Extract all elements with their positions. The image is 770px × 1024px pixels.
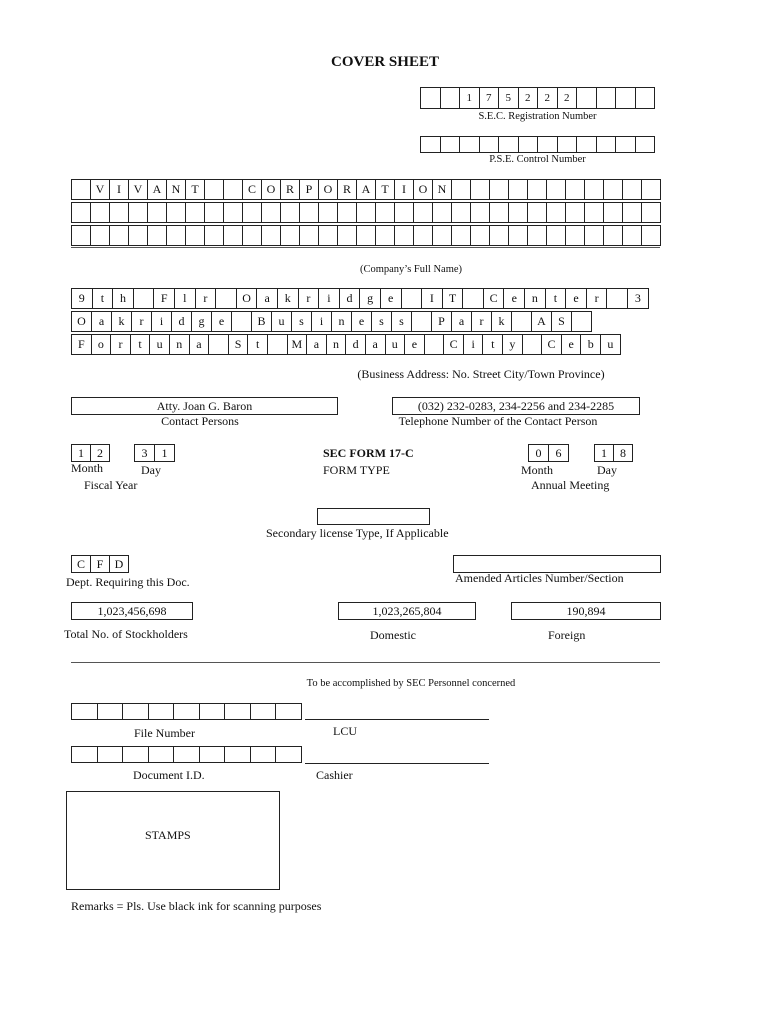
file-number-cell[interactable] bbox=[199, 703, 226, 720]
file-number-cell[interactable] bbox=[148, 703, 175, 720]
company-name-cell[interactable] bbox=[565, 225, 585, 246]
pse-control-cell[interactable] bbox=[498, 136, 519, 153]
address-cell[interactable]: u bbox=[385, 334, 406, 355]
page-title: COVER SHEET bbox=[331, 54, 439, 70]
company-name-cell[interactable] bbox=[204, 179, 224, 200]
fiscal-year-month-field[interactable] bbox=[71, 444, 110, 462]
file-number-cell[interactable] bbox=[173, 703, 200, 720]
company-name-cell[interactable] bbox=[489, 225, 509, 246]
fiscal-month-cell[interactable]: 2 bbox=[90, 444, 110, 462]
divider bbox=[71, 247, 660, 248]
company-name-cell[interactable] bbox=[318, 225, 338, 246]
secondary-license-label: Secondary license Type, If Applicable bbox=[266, 526, 449, 540]
sec-registration-cell[interactable] bbox=[635, 87, 656, 109]
address-cell[interactable]: C bbox=[483, 288, 505, 309]
sec-registration-cell[interactable] bbox=[596, 87, 617, 109]
address-cell[interactable]: e bbox=[351, 311, 372, 332]
address-cell[interactable] bbox=[462, 288, 484, 309]
file-number-label: File Number bbox=[134, 726, 195, 740]
cashier-signature-line[interactable] bbox=[305, 763, 489, 764]
address-cell[interactable]: k bbox=[111, 311, 132, 332]
amended-articles-label: Amended Articles Number/Section bbox=[455, 571, 624, 585]
fiscal-year-label: Fiscal Year bbox=[84, 478, 138, 492]
company-name-cell[interactable] bbox=[603, 202, 623, 223]
file-number-cell[interactable] bbox=[97, 703, 124, 720]
pse-control-cell[interactable] bbox=[459, 136, 480, 153]
fiscal-day-cell[interactable]: 3 bbox=[134, 444, 155, 462]
company-name-cell[interactable] bbox=[223, 225, 243, 246]
address-cell[interactable]: u bbox=[149, 334, 170, 355]
address-cell[interactable]: k bbox=[491, 311, 512, 332]
address-cell[interactable]: d bbox=[171, 311, 192, 332]
company-name-cell[interactable] bbox=[641, 202, 661, 223]
sec-registration-grid[interactable] bbox=[420, 87, 655, 109]
company-name-cell[interactable]: T bbox=[375, 179, 395, 200]
company-name-cell[interactable] bbox=[204, 225, 224, 246]
pse-control-cell[interactable] bbox=[537, 136, 558, 153]
company-name-cell[interactable] bbox=[584, 179, 604, 200]
address-cell[interactable]: A bbox=[531, 311, 552, 332]
company-name-cell[interactable]: A bbox=[356, 179, 376, 200]
document-id-cell[interactable] bbox=[71, 746, 98, 763]
company-name-cell[interactable] bbox=[318, 202, 338, 223]
company-name-cell[interactable] bbox=[71, 225, 91, 246]
foreign-label: Foreign bbox=[548, 628, 586, 642]
company-name-cell[interactable] bbox=[565, 179, 585, 200]
address-cell[interactable]: B bbox=[251, 311, 272, 332]
company-name-cell[interactable] bbox=[622, 225, 642, 246]
company-name-cell[interactable] bbox=[508, 179, 528, 200]
fiscal-year-day-field[interactable] bbox=[134, 444, 175, 462]
document-id-cell[interactable] bbox=[199, 746, 226, 763]
company-name-cell[interactable] bbox=[242, 225, 262, 246]
company-name-cell[interactable]: A bbox=[147, 179, 167, 200]
address-cell[interactable]: a bbox=[91, 311, 112, 332]
company-name-cell[interactable] bbox=[109, 225, 129, 246]
document-id-cell[interactable] bbox=[97, 746, 124, 763]
address-cell[interactable] bbox=[267, 334, 288, 355]
company-name-cell[interactable] bbox=[489, 202, 509, 223]
address-cell[interactable]: O bbox=[236, 288, 258, 309]
remarks: Remarks = Pls. Use black ink for scanning purposes bbox=[71, 899, 322, 913]
address-cell[interactable] bbox=[522, 334, 543, 355]
company-name-cell[interactable] bbox=[432, 202, 452, 223]
address-cell[interactable]: a bbox=[451, 311, 472, 332]
address-cell[interactable]: a bbox=[365, 334, 386, 355]
address-cell[interactable]: e bbox=[561, 334, 582, 355]
company-name-cell[interactable] bbox=[90, 202, 110, 223]
company-name-row[interactable] bbox=[71, 225, 661, 246]
pse-control-cell[interactable] bbox=[420, 136, 441, 153]
company-name-cell[interactable] bbox=[71, 202, 91, 223]
sec-registration-cell[interactable] bbox=[440, 87, 461, 109]
address-cell[interactable] bbox=[424, 334, 445, 355]
company-name-cell[interactable]: R bbox=[337, 179, 357, 200]
form-type-value: SEC FORM 17-C bbox=[323, 446, 414, 460]
address-cell[interactable]: n bbox=[169, 334, 190, 355]
company-name-cell[interactable] bbox=[527, 179, 547, 200]
address-cell[interactable]: t bbox=[130, 334, 151, 355]
company-name-cell[interactable]: V bbox=[128, 179, 148, 200]
sec-registration-cell[interactable]: 1 bbox=[459, 87, 480, 109]
company-name-cell[interactable] bbox=[261, 225, 281, 246]
company-name-cell[interactable] bbox=[185, 202, 205, 223]
company-name-cell[interactable]: I bbox=[394, 179, 414, 200]
address-cell[interactable]: g bbox=[359, 288, 381, 309]
file-number-cell[interactable] bbox=[250, 703, 277, 720]
document-id-label: Document I.D. bbox=[133, 768, 205, 782]
pse-control-cell[interactable] bbox=[615, 136, 636, 153]
company-name-cell[interactable] bbox=[432, 225, 452, 246]
annual-meeting-label: Annual Meeting bbox=[531, 478, 610, 492]
address-cell[interactable] bbox=[511, 311, 532, 332]
company-name-cell[interactable] bbox=[261, 202, 281, 223]
sec-registration-cell[interactable]: 2 bbox=[557, 87, 578, 109]
company-name-row[interactable] bbox=[71, 202, 661, 223]
address-cell[interactable]: C bbox=[541, 334, 562, 355]
domestic-label: Domestic bbox=[370, 628, 416, 642]
company-name-cell[interactable]: R bbox=[280, 179, 300, 200]
address-cell[interactable]: s bbox=[291, 311, 312, 332]
address-cell[interactable]: t bbox=[545, 288, 567, 309]
secondary-license-field[interactable] bbox=[317, 508, 430, 525]
address-cell[interactable]: M bbox=[287, 334, 308, 355]
address-cell[interactable]: r bbox=[195, 288, 217, 309]
company-name-cell[interactable] bbox=[622, 202, 642, 223]
address-cell[interactable]: F bbox=[153, 288, 175, 309]
company-name-cell[interactable] bbox=[451, 179, 471, 200]
company-name-cell[interactable] bbox=[603, 179, 623, 200]
company-name-cell[interactable] bbox=[356, 202, 376, 223]
address-cell[interactable] bbox=[401, 288, 423, 309]
address-cell[interactable]: i bbox=[151, 311, 172, 332]
address-cell[interactable]: S bbox=[551, 311, 572, 332]
divider bbox=[71, 662, 660, 663]
address-cell[interactable] bbox=[208, 334, 229, 355]
company-name-cell[interactable] bbox=[375, 225, 395, 246]
company-name-cell[interactable]: O bbox=[318, 179, 338, 200]
pse-control-cell[interactable] bbox=[576, 136, 597, 153]
pse-control-cell[interactable] bbox=[518, 136, 539, 153]
address-cell[interactable]: u bbox=[271, 311, 292, 332]
address-cell[interactable]: e bbox=[404, 334, 425, 355]
company-name-cell[interactable]: O bbox=[413, 179, 433, 200]
document-id-cell[interactable] bbox=[275, 746, 302, 763]
address-cell[interactable] bbox=[231, 311, 252, 332]
address-cell[interactable]: d bbox=[345, 334, 366, 355]
pse-control-label: P.S.E. Control Number bbox=[489, 154, 586, 165]
foreign-field[interactable]: 190,894 bbox=[511, 602, 661, 620]
address-cell[interactable]: S bbox=[228, 334, 249, 355]
company-name-cell[interactable] bbox=[242, 202, 262, 223]
sec-registration-cell[interactable]: 2 bbox=[518, 87, 539, 109]
company-name-cell[interactable] bbox=[299, 225, 319, 246]
document-id-cell[interactable] bbox=[122, 746, 149, 763]
company-name-cell[interactable] bbox=[603, 225, 623, 246]
company-name-cell[interactable] bbox=[413, 225, 433, 246]
address-cell[interactable]: e bbox=[380, 288, 402, 309]
address-cell[interactable]: n bbox=[524, 288, 546, 309]
cashier-label: Cashier bbox=[316, 768, 353, 782]
company-name-cell[interactable] bbox=[109, 202, 129, 223]
company-name-cell[interactable] bbox=[451, 202, 471, 223]
document-id-cell[interactable] bbox=[173, 746, 200, 763]
domestic-field[interactable]: 1,023,265,804 bbox=[338, 602, 476, 620]
address-cell[interactable]: d bbox=[339, 288, 361, 309]
sec-registration-cell[interactable]: 7 bbox=[479, 87, 500, 109]
annual-meeting-month-field[interactable] bbox=[528, 444, 569, 462]
company-name-cell[interactable] bbox=[299, 202, 319, 223]
form-type-label: FORM TYPE bbox=[323, 463, 390, 477]
stamps-label: STAMPS bbox=[145, 828, 191, 842]
annual-day-label: Day bbox=[597, 463, 617, 477]
company-name-cell[interactable] bbox=[394, 202, 414, 223]
annual-day-cell[interactable]: 8 bbox=[613, 444, 633, 462]
address-cell[interactable]: i bbox=[311, 311, 332, 332]
total-stockholders-field[interactable]: 1,023,456,698 bbox=[71, 602, 193, 620]
address-cell[interactable] bbox=[133, 288, 155, 309]
address-cell[interactable] bbox=[411, 311, 432, 332]
sec-registration-cell[interactable]: 2 bbox=[537, 87, 558, 109]
address-cell[interactable]: e bbox=[503, 288, 525, 309]
sec-registration-label: S.E.C. Registration Number bbox=[478, 111, 597, 122]
file-number-cell[interactable] bbox=[224, 703, 251, 720]
fiscal-day-label: Day bbox=[141, 463, 161, 477]
company-name-cell[interactable] bbox=[470, 202, 490, 223]
address-cell[interactable]: k bbox=[277, 288, 299, 309]
pse-control-cell[interactable] bbox=[596, 136, 617, 153]
company-name-cell[interactable] bbox=[546, 225, 566, 246]
company-name-cell[interactable] bbox=[413, 202, 433, 223]
company-name-row[interactable] bbox=[71, 179, 661, 200]
fiscal-day-cell[interactable]: 1 bbox=[154, 444, 175, 462]
address-cell[interactable]: a bbox=[306, 334, 327, 355]
pse-control-cell[interactable] bbox=[557, 136, 578, 153]
company-name-cell[interactable] bbox=[128, 225, 148, 246]
dept-label: Dept. Requiring this Doc. bbox=[66, 575, 190, 589]
sec-registration-cell[interactable] bbox=[420, 87, 441, 109]
address-cell[interactable]: s bbox=[371, 311, 392, 332]
address-cell[interactable]: a bbox=[256, 288, 278, 309]
company-name-cell[interactable] bbox=[527, 225, 547, 246]
address-cell[interactable]: i bbox=[463, 334, 484, 355]
company-name-cell[interactable] bbox=[565, 202, 585, 223]
dept-cell[interactable]: F bbox=[90, 555, 110, 573]
company-name-cell[interactable] bbox=[470, 225, 490, 246]
company-name-label: (Company’s Full Name) bbox=[359, 264, 463, 275]
company-name-cell[interactable] bbox=[584, 225, 604, 246]
address-cell[interactable]: i bbox=[318, 288, 340, 309]
address-row[interactable] bbox=[71, 311, 592, 332]
pse-control-cell[interactable] bbox=[440, 136, 461, 153]
address-cell[interactable]: t bbox=[247, 334, 268, 355]
company-name-cell[interactable]: T bbox=[185, 179, 205, 200]
document-id-cell[interactable] bbox=[224, 746, 251, 763]
address-cell[interactable]: t bbox=[92, 288, 114, 309]
company-name-cell[interactable] bbox=[641, 179, 661, 200]
dept-cell[interactable]: D bbox=[109, 555, 129, 573]
company-name-cell[interactable] bbox=[223, 179, 243, 200]
address-cell[interactable]: t bbox=[482, 334, 503, 355]
address-cell[interactable]: O bbox=[71, 311, 92, 332]
company-name-cell[interactable] bbox=[223, 202, 243, 223]
annual-meeting-day-field[interactable] bbox=[594, 444, 633, 462]
address-cell[interactable]: r bbox=[110, 334, 131, 355]
company-name-cell[interactable]: P bbox=[299, 179, 319, 200]
address-cell[interactable]: h bbox=[112, 288, 134, 309]
company-name-cell[interactable] bbox=[337, 202, 357, 223]
company-name-cell[interactable] bbox=[166, 202, 186, 223]
contact-person-field[interactable]: Atty. Joan G. Baron bbox=[71, 397, 338, 415]
company-name-cell[interactable] bbox=[166, 225, 186, 246]
company-name-cell[interactable] bbox=[337, 225, 357, 246]
company-name-cell[interactable] bbox=[508, 202, 528, 223]
address-row[interactable] bbox=[71, 288, 649, 309]
company-name-cell[interactable] bbox=[147, 202, 167, 223]
address-cell[interactable]: T bbox=[442, 288, 464, 309]
file-number-cell[interactable] bbox=[71, 703, 98, 720]
lcu-label: LCU bbox=[333, 724, 357, 738]
sec-registration-cell[interactable]: 5 bbox=[498, 87, 519, 109]
lcu-signature-line[interactable] bbox=[305, 719, 489, 720]
file-number-cell[interactable] bbox=[275, 703, 302, 720]
pse-control-cell[interactable] bbox=[479, 136, 500, 153]
address-cell[interactable]: s bbox=[391, 311, 412, 332]
address-cell[interactable]: o bbox=[91, 334, 112, 355]
address-cell[interactable]: n bbox=[331, 311, 352, 332]
address-cell[interactable]: r bbox=[131, 311, 152, 332]
telephone-field[interactable]: (032) 232-0283, 234-2256 and 234-2285 bbox=[392, 397, 640, 415]
address-cell[interactable]: l bbox=[174, 288, 196, 309]
address-cell[interactable]: y bbox=[502, 334, 523, 355]
company-name-cell[interactable] bbox=[489, 179, 509, 200]
sec-registration-cell[interactable] bbox=[615, 87, 636, 109]
company-name-cell[interactable] bbox=[280, 202, 300, 223]
stamps-box bbox=[66, 791, 280, 890]
company-name-cell[interactable] bbox=[280, 225, 300, 246]
dept-field[interactable] bbox=[71, 555, 129, 573]
company-name-cell[interactable] bbox=[641, 225, 661, 246]
file-number-cell[interactable] bbox=[122, 703, 149, 720]
address-cell[interactable]: C bbox=[443, 334, 464, 355]
address-cell[interactable] bbox=[215, 288, 237, 309]
file-number-grid[interactable] bbox=[71, 703, 302, 720]
company-name-cell[interactable] bbox=[451, 225, 471, 246]
sec-registration-cell[interactable] bbox=[576, 87, 597, 109]
company-name-cell[interactable] bbox=[375, 202, 395, 223]
company-name-cell[interactable] bbox=[470, 179, 490, 200]
address-cell[interactable] bbox=[571, 311, 592, 332]
address-cell[interactable]: 9 bbox=[71, 288, 93, 309]
address-row[interactable] bbox=[71, 334, 621, 355]
contact-person-label: Contact Persons bbox=[161, 414, 239, 428]
address-cell[interactable]: e bbox=[211, 311, 232, 332]
address-cell[interactable] bbox=[606, 288, 628, 309]
address-label: (Business Address: No. Street City/Town Province) bbox=[357, 367, 605, 381]
dept-cell[interactable]: C bbox=[71, 555, 91, 573]
company-name-cell[interactable] bbox=[508, 225, 528, 246]
address-cell[interactable]: a bbox=[189, 334, 210, 355]
company-name-cell[interactable] bbox=[546, 202, 566, 223]
address-cell[interactable]: r bbox=[586, 288, 608, 309]
address-cell[interactable]: F bbox=[71, 334, 92, 355]
document-id-cell[interactable] bbox=[148, 746, 175, 763]
company-name-cell[interactable] bbox=[527, 202, 547, 223]
address-cell[interactable]: b bbox=[580, 334, 601, 355]
document-id-grid[interactable] bbox=[71, 746, 302, 763]
address-cell[interactable]: g bbox=[191, 311, 212, 332]
company-name-cell[interactable] bbox=[128, 202, 148, 223]
company-name-cell[interactable] bbox=[71, 179, 91, 200]
address-cell[interactable]: r bbox=[298, 288, 320, 309]
company-name-cell[interactable] bbox=[394, 225, 414, 246]
company-name-cell[interactable] bbox=[90, 225, 110, 246]
company-name-cell[interactable] bbox=[356, 225, 376, 246]
address-cell[interactable]: u bbox=[600, 334, 621, 355]
annual-month-label: Month bbox=[521, 463, 554, 477]
address-cell[interactable]: n bbox=[326, 334, 347, 355]
pse-control-grid[interactable] bbox=[420, 136, 655, 153]
company-name-cell[interactable]: C bbox=[242, 179, 262, 200]
address-cell[interactable]: P bbox=[431, 311, 452, 332]
annual-day-cell[interactable]: 1 bbox=[594, 444, 614, 462]
company-name-cell[interactable] bbox=[584, 202, 604, 223]
address-cell[interactable]: e bbox=[565, 288, 587, 309]
sec-personnel-label: To be accomplished by SEC Personnel concerned bbox=[306, 678, 516, 689]
company-name-cell[interactable] bbox=[204, 202, 224, 223]
address-cell[interactable]: 3 bbox=[627, 288, 649, 309]
company-name-cell[interactable] bbox=[185, 225, 205, 246]
fiscal-month-label: Month bbox=[71, 461, 104, 475]
company-name-cell[interactable]: O bbox=[261, 179, 281, 200]
company-name-cell[interactable] bbox=[147, 225, 167, 246]
address-cell[interactable]: I bbox=[421, 288, 443, 309]
company-name-cell[interactable]: N bbox=[432, 179, 452, 200]
fiscal-month-cell[interactable]: 1 bbox=[71, 444, 91, 462]
total-stockholders-label: Total No. of Stockholders bbox=[64, 627, 188, 641]
document-id-cell[interactable] bbox=[250, 746, 277, 763]
company-name-cell[interactable] bbox=[546, 179, 566, 200]
company-name-cell[interactable]: N bbox=[166, 179, 186, 200]
annual-month-cell[interactable]: 0 bbox=[528, 444, 549, 462]
address-cell[interactable]: r bbox=[471, 311, 492, 332]
company-name-cell[interactable]: I bbox=[109, 179, 129, 200]
company-name-cell[interactable] bbox=[622, 179, 642, 200]
telephone-label: Telephone Number of the Contact Person bbox=[398, 414, 598, 428]
annual-month-cell[interactable]: 6 bbox=[548, 444, 569, 462]
pse-control-cell[interactable] bbox=[635, 136, 656, 153]
company-name-cell[interactable]: V bbox=[90, 179, 110, 200]
